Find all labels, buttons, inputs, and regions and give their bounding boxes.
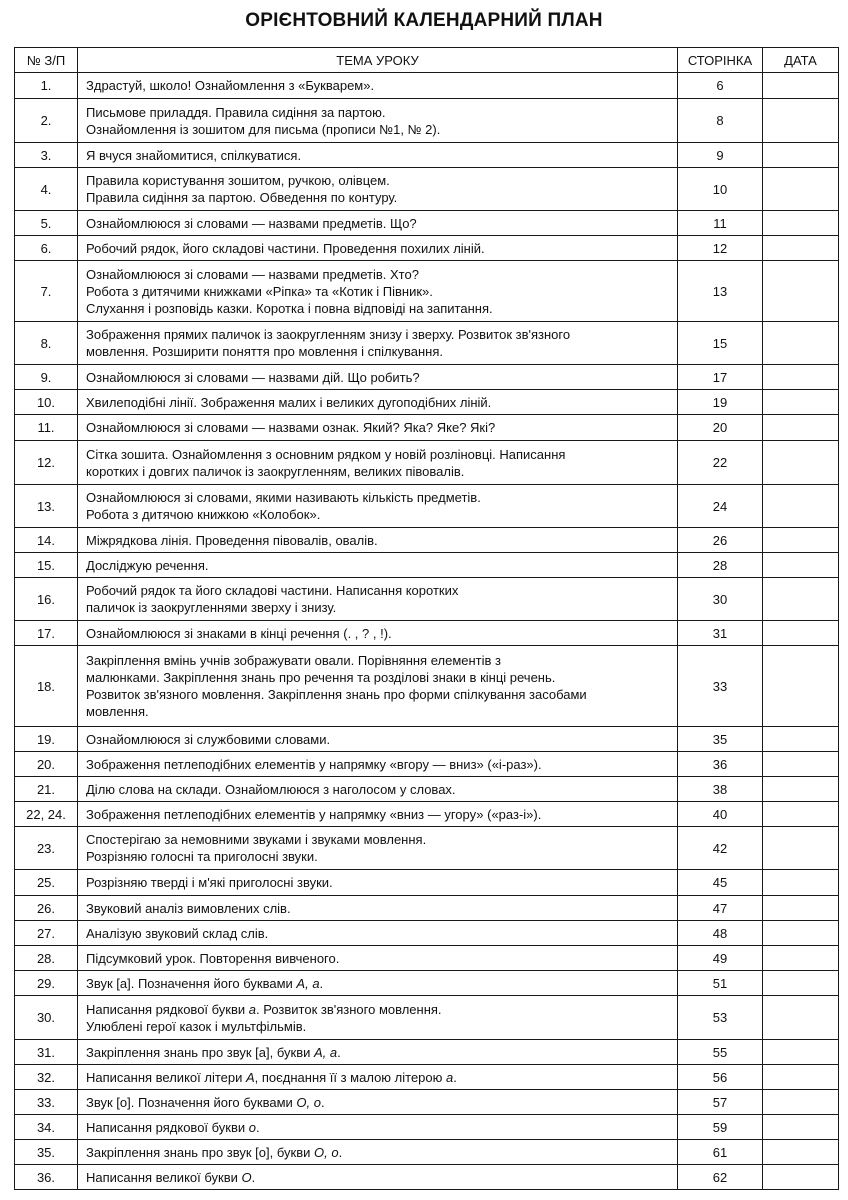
lesson-topic (78, 143, 678, 168)
topic-line (86, 599, 669, 616)
lesson-number: 29. (15, 971, 78, 996)
lesson-number: 9. (15, 365, 78, 390)
lesson-topic (78, 971, 678, 996)
topic-text: Слухання і розповідь казки. Коротка і повна відповіді на запитання. (86, 300, 493, 316)
topic-italic-letters: О (241, 1169, 252, 1185)
date-cell[interactable] (763, 896, 839, 921)
topic-line (86, 848, 669, 865)
topic-text: Я вчуся знайомитися, спілкуватися. (86, 147, 302, 163)
page-number: 59 (678, 1115, 763, 1140)
lesson-number: 19. (15, 727, 78, 752)
page-number: 19 (678, 390, 763, 415)
table-row (15, 621, 839, 646)
table-row (15, 921, 839, 946)
topic-line (86, 215, 669, 232)
topic-line (86, 1069, 669, 1086)
page-number: 11 (678, 211, 763, 236)
topic-line (86, 1094, 669, 1111)
topic-text: Спостерігаю за немовними звуками і звуками мовлення. (86, 832, 427, 847)
lesson-number: 18. (15, 646, 78, 727)
lesson-number: 31. (15, 1040, 78, 1065)
page-number: 56 (678, 1065, 763, 1090)
topic-text: Звук [о]. Позначення його буквами (86, 1094, 297, 1110)
page-number: 33 (678, 646, 763, 727)
date-cell[interactable] (763, 921, 839, 946)
table-row (15, 73, 839, 99)
topic-line (86, 343, 669, 360)
date-cell[interactable] (763, 727, 839, 752)
topic-line (86, 446, 669, 463)
table-row (15, 236, 839, 261)
date-cell[interactable] (763, 322, 839, 365)
table-row (15, 777, 839, 802)
topic-line (86, 172, 669, 189)
lesson-number: 26. (15, 896, 78, 921)
page-number: 17 (678, 365, 763, 390)
date-cell[interactable] (763, 870, 839, 896)
topic-text: . (321, 1094, 325, 1110)
lesson-topic (78, 528, 678, 553)
lesson-number: 6. (15, 236, 78, 261)
topic-text: . Розвиток зв'язного мовлення. (256, 1001, 442, 1017)
lesson-topic (78, 485, 678, 528)
lesson-topic (78, 1040, 678, 1065)
topic-text: Ознайомлення із зошитом для письма (прописи №1, № 2). (86, 121, 441, 137)
topic-line (86, 1001, 669, 1018)
topic-line (86, 506, 669, 523)
date-cell[interactable] (763, 390, 839, 415)
table-row (15, 211, 839, 236)
page-number: 38 (678, 777, 763, 802)
table-row (15, 946, 839, 971)
lesson-number: 5. (15, 211, 78, 236)
date-cell[interactable] (763, 827, 839, 870)
date-cell[interactable] (763, 553, 839, 578)
topic-line (86, 1144, 669, 1161)
topic-text: Підсумковий урок. Повторення вивченого. (86, 950, 340, 966)
topic-line (86, 240, 669, 257)
table-row (15, 168, 839, 211)
topic-text: Закріплення знань про звук [о], букви (86, 1144, 314, 1160)
table-row (15, 996, 839, 1040)
topic-text: . (338, 1144, 343, 1160)
topic-line (86, 77, 669, 94)
topic-text: мовлення. Розширити поняття про мовлення і спілкування. (86, 344, 443, 359)
date-cell[interactable] (763, 621, 839, 646)
lesson-topic (78, 441, 678, 485)
table-row (15, 322, 839, 365)
page-number: 9 (678, 143, 763, 168)
lesson-number: 14. (15, 528, 78, 553)
lesson-number: 15. (15, 553, 78, 578)
topic-italic-letters: о (248, 1119, 257, 1135)
page-number: 53 (678, 996, 763, 1040)
date-cell[interactable] (763, 99, 839, 143)
lesson-number: 11. (15, 415, 78, 441)
lesson-topic (78, 621, 678, 646)
date-cell[interactable] (763, 485, 839, 528)
topic-line (86, 419, 669, 436)
table-row (15, 1065, 839, 1090)
topic-line (86, 925, 669, 942)
topic-text: Написання великої літери (86, 1069, 246, 1085)
lesson-topic (78, 578, 678, 621)
lesson-topic (78, 415, 678, 441)
table-row (15, 1115, 839, 1140)
topic-line (86, 625, 669, 642)
topic-line (86, 831, 669, 848)
lesson-topic (78, 802, 678, 827)
page-title: ОРІЄНТОВНИЙ КАЛЕНДАРНИЙ ПЛАН (245, 10, 603, 31)
topic-text: Ділю слова на склади. Ознайомлююся з наголосом у словах. (86, 781, 456, 797)
lesson-topic (78, 322, 678, 365)
lesson-number: 30. (15, 996, 78, 1040)
topic-text: Звук [а]. Позначення його буквами (86, 975, 297, 991)
topic-text: Робота з дитячою книжкою «Колобок». (86, 507, 321, 522)
date-cell[interactable] (763, 168, 839, 211)
topic-italic-letters: А (245, 1069, 255, 1085)
page-number: 57 (678, 1090, 763, 1115)
topic-text: Ознайомлююся зі словами — назвами предметів. Що? (86, 215, 417, 231)
topic-line (86, 326, 669, 343)
topic-line (86, 975, 669, 992)
table-row (15, 870, 839, 896)
table-row (15, 441, 839, 485)
topic-text: Сітка зошита. Ознайомлення з основним рядком у новій розліновці. Написання (86, 446, 566, 462)
lesson-number: 23. (15, 827, 78, 870)
topic-line (86, 686, 669, 703)
lesson-number: 8. (15, 322, 78, 365)
page-number: 10 (678, 168, 763, 211)
topic-line (86, 1119, 669, 1136)
topic-text: Закріплення знань про звук [а], букви (86, 1044, 314, 1060)
page-number: 42 (678, 827, 763, 870)
lesson-number: 12. (15, 441, 78, 485)
lesson-topic (78, 390, 678, 415)
lesson-number: 20. (15, 752, 78, 777)
topic-line (86, 557, 669, 574)
table-row (15, 1040, 839, 1065)
page-number: 13 (678, 261, 763, 322)
lesson-number: 3. (15, 143, 78, 168)
lesson-topic (78, 946, 678, 971)
topic-text: Зображення петлеподібних елементів у напрямку «вгору — вниз» («і-раз»). (86, 756, 542, 772)
page-number: 15 (678, 322, 763, 365)
topic-text: . (453, 1069, 457, 1085)
date-cell[interactable] (763, 528, 839, 553)
page-number: 40 (678, 802, 763, 827)
topic-line (86, 582, 669, 599)
topic-italic-letters: О, о (296, 1094, 321, 1110)
date-cell[interactable] (763, 236, 839, 261)
table-row (15, 261, 839, 322)
lesson-number: 2. (15, 99, 78, 143)
topic-text: Написання великої букви (86, 1169, 242, 1185)
date-cell[interactable] (763, 1165, 839, 1190)
table-row (15, 1165, 839, 1190)
lesson-number: 33. (15, 1090, 78, 1115)
topic-text: . (319, 975, 324, 991)
lesson-number: 25. (15, 870, 78, 896)
table-row (15, 752, 839, 777)
column-header-date: ДАТА (763, 48, 839, 73)
table-row (15, 485, 839, 528)
lesson-topic (78, 553, 678, 578)
topic-line (86, 394, 669, 411)
topic-text: Закріплення вмінь учнів зображувати овали. Порівняння елементів з (86, 653, 501, 668)
table-row (15, 99, 839, 143)
lesson-number: 32. (15, 1065, 78, 1090)
topic-line (86, 463, 669, 480)
date-cell[interactable] (763, 646, 839, 727)
topic-line (86, 669, 669, 686)
lesson-topic (78, 365, 678, 390)
topic-text: Хвилеподібні лінії. Зображення малих і великих дугоподібних ліній. (86, 394, 492, 410)
date-cell[interactable] (763, 365, 839, 390)
column-header-number: № З/П (15, 48, 78, 73)
calendar-plan-table (14, 47, 839, 1190)
lesson-topic (78, 646, 678, 727)
topic-text: Зображення петлеподібних елементів у напрямку «вниз — угору» («раз-і»). (86, 806, 542, 822)
topic-italic-letters: А, а (313, 1044, 338, 1060)
lesson-topic (78, 727, 678, 752)
lesson-topic (78, 870, 678, 896)
date-cell[interactable] (763, 441, 839, 485)
topic-text: Улюблені герої казок і мультфільмів. (86, 1018, 307, 1034)
table-row (15, 896, 839, 921)
lesson-number: 35. (15, 1140, 78, 1165)
topic-line (86, 189, 669, 206)
topic-text: . (256, 1119, 260, 1135)
table-row (15, 578, 839, 621)
lesson-topic (78, 1115, 678, 1140)
topic-text: Ознайомлююся зі словами — назвами ознак. Який? Яка? Яке? Які? (86, 420, 496, 435)
lesson-number: 36. (15, 1165, 78, 1190)
table-row (15, 802, 839, 827)
column-header-page: СТОРІНКА (678, 48, 763, 73)
topic-line (86, 283, 669, 300)
topic-line (86, 781, 669, 798)
page-number: 28 (678, 553, 763, 578)
date-cell[interactable] (763, 211, 839, 236)
topic-text: Звуковий аналіз вимовлених слів. (86, 900, 291, 916)
table-row (15, 827, 839, 870)
page-number: 31 (678, 621, 763, 646)
lesson-topic (78, 168, 678, 211)
page-number: 8 (678, 99, 763, 143)
lesson-topic (78, 236, 678, 261)
topic-italic-letters: а (446, 1069, 454, 1085)
topic-text: Ознайомлююся зі словами — назвами предметів. Хто? (86, 266, 419, 282)
date-cell[interactable] (763, 143, 839, 168)
date-cell[interactable] (763, 1140, 839, 1165)
topic-line (86, 703, 669, 720)
table-row (15, 1140, 839, 1165)
topic-text: Написання рядкової букви (86, 1119, 249, 1135)
page-number: 55 (678, 1040, 763, 1065)
lesson-number: 34. (15, 1115, 78, 1140)
table-row (15, 365, 839, 390)
topic-italic-letters: О, о (313, 1144, 339, 1160)
table-row (15, 528, 839, 553)
lesson-number: 13. (15, 485, 78, 528)
topic-text: Розрізняю тверді і м'які приголосні звуки. (86, 875, 333, 890)
topic-line (86, 950, 669, 967)
topic-text: Ознайомлююся зі словами — назвами дій. Що робить? (86, 369, 420, 385)
date-cell[interactable] (763, 971, 839, 996)
topic-line (86, 1169, 669, 1186)
topic-text: Робочий рядок та його складові частини. Написання коротких (86, 583, 459, 598)
topic-text: Робочий рядок, його складові частини. Проведення похилих ліній. (86, 240, 485, 256)
topic-line (86, 1044, 669, 1061)
lesson-number: 22, 24. (15, 802, 78, 827)
topic-text: Ознайомлююся зі службовими словами. (86, 731, 331, 747)
table-row (15, 553, 839, 578)
page-number: 20 (678, 415, 763, 441)
topic-line (86, 731, 669, 748)
topic-text: Написання рядкової букви (86, 1001, 249, 1017)
topic-text: мовлення. (86, 704, 149, 719)
page-number: 22 (678, 441, 763, 485)
topic-line (86, 147, 669, 164)
topic-line (86, 1018, 669, 1035)
topic-text: Розвиток зв'язного мовлення. Закріплення знань про форми спілкування засобами (86, 687, 587, 702)
date-cell[interactable] (763, 73, 839, 99)
table-row (15, 390, 839, 415)
page-number: 51 (678, 971, 763, 996)
topic-line (86, 121, 669, 138)
topic-line (86, 266, 669, 283)
page-number: 26 (678, 528, 763, 553)
topic-text: малюнками. Закріплення знань про речення та розділові знаки в кінці речень. (86, 670, 556, 685)
date-cell[interactable] (763, 578, 839, 621)
topic-text: Правила користування зошитом, ручкою, олівцем. (86, 173, 390, 188)
date-cell[interactable] (763, 1040, 839, 1065)
table-row (15, 727, 839, 752)
topic-text: коротких і довгих паличок із заокругленням, великих півовалів. (86, 463, 465, 479)
column-header-topic: ТЕМА УРОКУ (78, 48, 678, 73)
page-number: 12 (678, 236, 763, 261)
page-number: 24 (678, 485, 763, 528)
lesson-number: 21. (15, 777, 78, 802)
page-number: 35 (678, 727, 763, 752)
lesson-number: 16. (15, 578, 78, 621)
date-cell[interactable] (763, 1065, 839, 1090)
topic-text: . (251, 1169, 256, 1185)
table-row (15, 1090, 839, 1115)
topic-text: Ознайомлююся зі знаками в кінці речення (. , ? , !). (86, 625, 392, 641)
lesson-topic (78, 752, 678, 777)
date-cell[interactable] (763, 1090, 839, 1115)
page-number: 62 (678, 1165, 763, 1190)
lesson-number: 27. (15, 921, 78, 946)
table-row (15, 143, 839, 168)
topic-text: Робота з дитячими книжками «Ріпка» та «Котик і Півник». (86, 283, 433, 299)
lesson-number: 28. (15, 946, 78, 971)
lesson-number: 10. (15, 390, 78, 415)
page-number: 49 (678, 946, 763, 971)
page-number: 6 (678, 73, 763, 99)
lesson-topic (78, 1165, 678, 1190)
page-number: 30 (678, 578, 763, 621)
table-body (15, 73, 839, 1190)
date-cell[interactable] (763, 415, 839, 441)
date-cell[interactable] (763, 802, 839, 827)
table-row (15, 971, 839, 996)
page-number: 47 (678, 896, 763, 921)
table-header-row (15, 48, 839, 73)
date-cell[interactable] (763, 996, 839, 1040)
topic-text: Аналізую звуковий склад слів. (86, 925, 269, 941)
topic-line (86, 874, 669, 891)
date-cell[interactable] (763, 261, 839, 322)
page-number: 48 (678, 921, 763, 946)
topic-line (86, 806, 669, 823)
lesson-topic (78, 1140, 678, 1165)
lesson-topic (78, 896, 678, 921)
topic-italic-letters: а (248, 1001, 257, 1017)
table-row (15, 646, 839, 727)
topic-line (86, 489, 669, 506)
lesson-topic (78, 1090, 678, 1115)
page-number: 45 (678, 870, 763, 896)
topic-text: паличок із заокругленнями зверху і знизу. (86, 600, 337, 615)
topic-text: Ознайомлююся зі словами, якими називають кількість предметів. (86, 490, 481, 505)
lesson-topic (78, 921, 678, 946)
lesson-number: 4. (15, 168, 78, 211)
lesson-number: 1. (15, 73, 78, 99)
lesson-topic (78, 777, 678, 802)
lesson-topic (78, 1065, 678, 1090)
topic-italic-letters: А, а (296, 975, 320, 991)
lesson-topic (78, 73, 678, 99)
topic-text: Розрізняю голосні та приголосні звуки. (86, 849, 318, 864)
lesson-topic (78, 827, 678, 870)
lesson-number: 7. (15, 261, 78, 322)
lesson-topic (78, 996, 678, 1040)
topic-line (86, 532, 669, 549)
date-cell[interactable] (763, 946, 839, 971)
topic-line (86, 756, 669, 773)
lesson-number: 17. (15, 621, 78, 646)
date-cell[interactable] (763, 1115, 839, 1140)
topic-text: Зображення прямих паличок із заокругленням знизу і зверху. Розвиток зв'язного (86, 327, 571, 342)
topic-text: Письмове приладдя. Правила сидіння за партою. (86, 104, 386, 120)
topic-line (86, 369, 669, 386)
lesson-topic (78, 99, 678, 143)
topic-text: Міжрядкова лінія. Проведення півовалів, овалів. (86, 532, 378, 548)
topic-text: . (337, 1044, 341, 1060)
lesson-topic (78, 261, 678, 322)
topic-line (86, 652, 669, 669)
date-cell[interactable] (763, 777, 839, 802)
topic-text: , поєднання її з малою літерою (254, 1069, 447, 1085)
lesson-topic (78, 211, 678, 236)
topic-text: Правила сидіння за партою. Обведення по контуру. (86, 190, 398, 205)
page-number: 36 (678, 752, 763, 777)
page-number: 61 (678, 1140, 763, 1165)
topic-line (86, 300, 669, 317)
topic-line (86, 900, 669, 917)
date-cell[interactable] (763, 752, 839, 777)
topic-text: Досліджую речення. (86, 557, 209, 573)
table-row (15, 415, 839, 441)
topic-text: Здрастуй, школо! Ознайомлення з «Букварем». (86, 78, 375, 93)
topic-line (86, 104, 669, 121)
